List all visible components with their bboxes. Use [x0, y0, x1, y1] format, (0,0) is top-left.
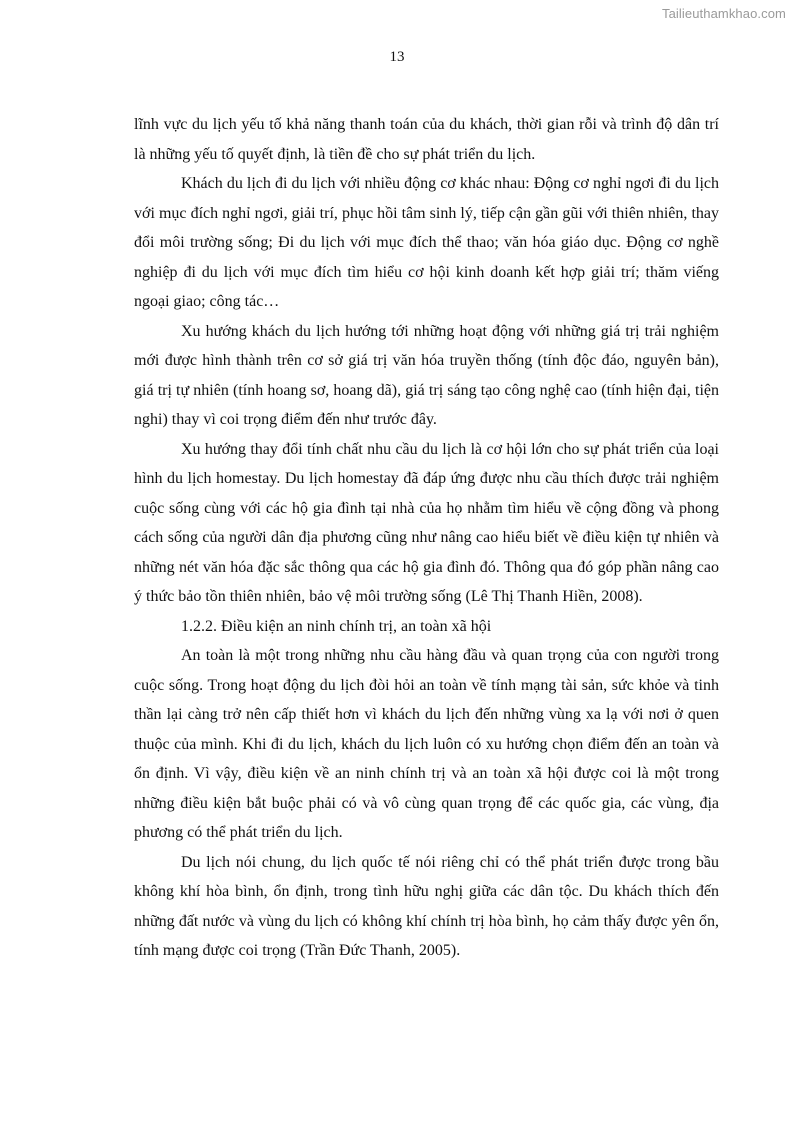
paragraph-safety: An toàn là một trong những nhu cầu hàng đầu và quan trọng của con người trong cuộc sống. Trong hoạt động du lịch đòi hỏi an toàn về tính mạng tài sản, sức khỏe và tinh thần lại càng trở nên cấp thiết hơn vì khách du lịch đến những vùng xa lạ với nơi ở quen thuộc của mình. Khi đi du lịch, khách du lịch luôn có xu hướng chọn điểm đến an toàn và ổn định. Vì vậy, điều kiện về an ninh chính trị và an toàn xã hội được coi là một trong những điều kiện bắt buộc phải có và vô cùng quan trọng để các quốc gia, các vùng, địa phương có thể phát triển du lịch. — [134, 647, 719, 841]
section-heading: 1.2.2. Điều kiện an ninh chính trị, an toàn xã hội — [181, 617, 492, 635]
document-body — [134, 110, 719, 966]
page-number: 13 — [389, 49, 405, 65]
watermark: Tailieuthamkhao.com — [661, 6, 786, 21]
paragraph-motives: Khách du lịch đi du lịch với nhiều động cơ khác nhau: Động cơ nghỉ ngơi đi du lịch với mục đích nghỉ ngơi, giải trí, phục hồi tâm sinh lý, tiếp cận gần gũi với thiên nhiên, thay đổi môi trường sống; Đi du lịch với mục đích thể thao; văn hóa giáo dục. Động cơ nghề nghiệp đi du lịch với mục đích tìm hiểu cơ hội kinh doanh kết hợp giải trí; thăm viếng ngoại giao; công tác… — [134, 175, 719, 310]
paragraph-peace: Du lịch nói chung, du lịch quốc tế nói riêng chỉ có thể phát triển được trong bầu không khí hòa bình, ổn định, trong tình hữu nghị giữa các dân tộc. Du khách thích đến những đất nước và vùng du lịch có không khí chính trị hòa bình, họ cảm thấy được yên ổn, tính mạng được coi trọng (Trần Đức Thanh, 2005). — [134, 853, 719, 959]
paragraph-continuation: lĩnh vực du lịch yếu tố khả năng thanh toán của du khách, thời gian rỗi và trình độ dân trí là những yếu tố quyết định, là tiền đề cho sự phát triển du lịch. — [134, 116, 719, 163]
paragraph-trends: Xu hướng khách du lịch hướng tới những hoạt động với những giá trị trải nghiệm mới được hình thành trên cơ sở giá trị văn hóa truyền thống (tính độc đáo, nguyên bản), giá trị tự nhiên (tính hoang sơ, hoang dã), giá trị sáng tạo công nghệ cao (tính hiện đại, tiện nghi) thay vì coi trọng điểm đến như trước đây. — [134, 322, 719, 428]
paragraph-homestay: Xu hướng thay đổi tính chất nhu cầu du lịch là cơ hội lớn cho sự phát triển của loại hình du lịch homestay. Du lịch homestay đã đáp ứng được nhu cầu thích được trải nghiệm cuộc sống cùng với các hộ gia đình tại nhà của họ nhằm tìm hiểu về cộng đồng và phong cách sống của người dân địa phương cũng như nâng cao hiểu biết về điều kiện tự nhiên và những nét văn hóa đặc sắc thông qua các hộ gia đình đó. Thông qua đó góp phần nâng cao ý thức bảo tồn thiên nhiên, bảo vệ môi trường sống (Lê Thị Thanh Hiền, 2008). — [134, 440, 719, 605]
